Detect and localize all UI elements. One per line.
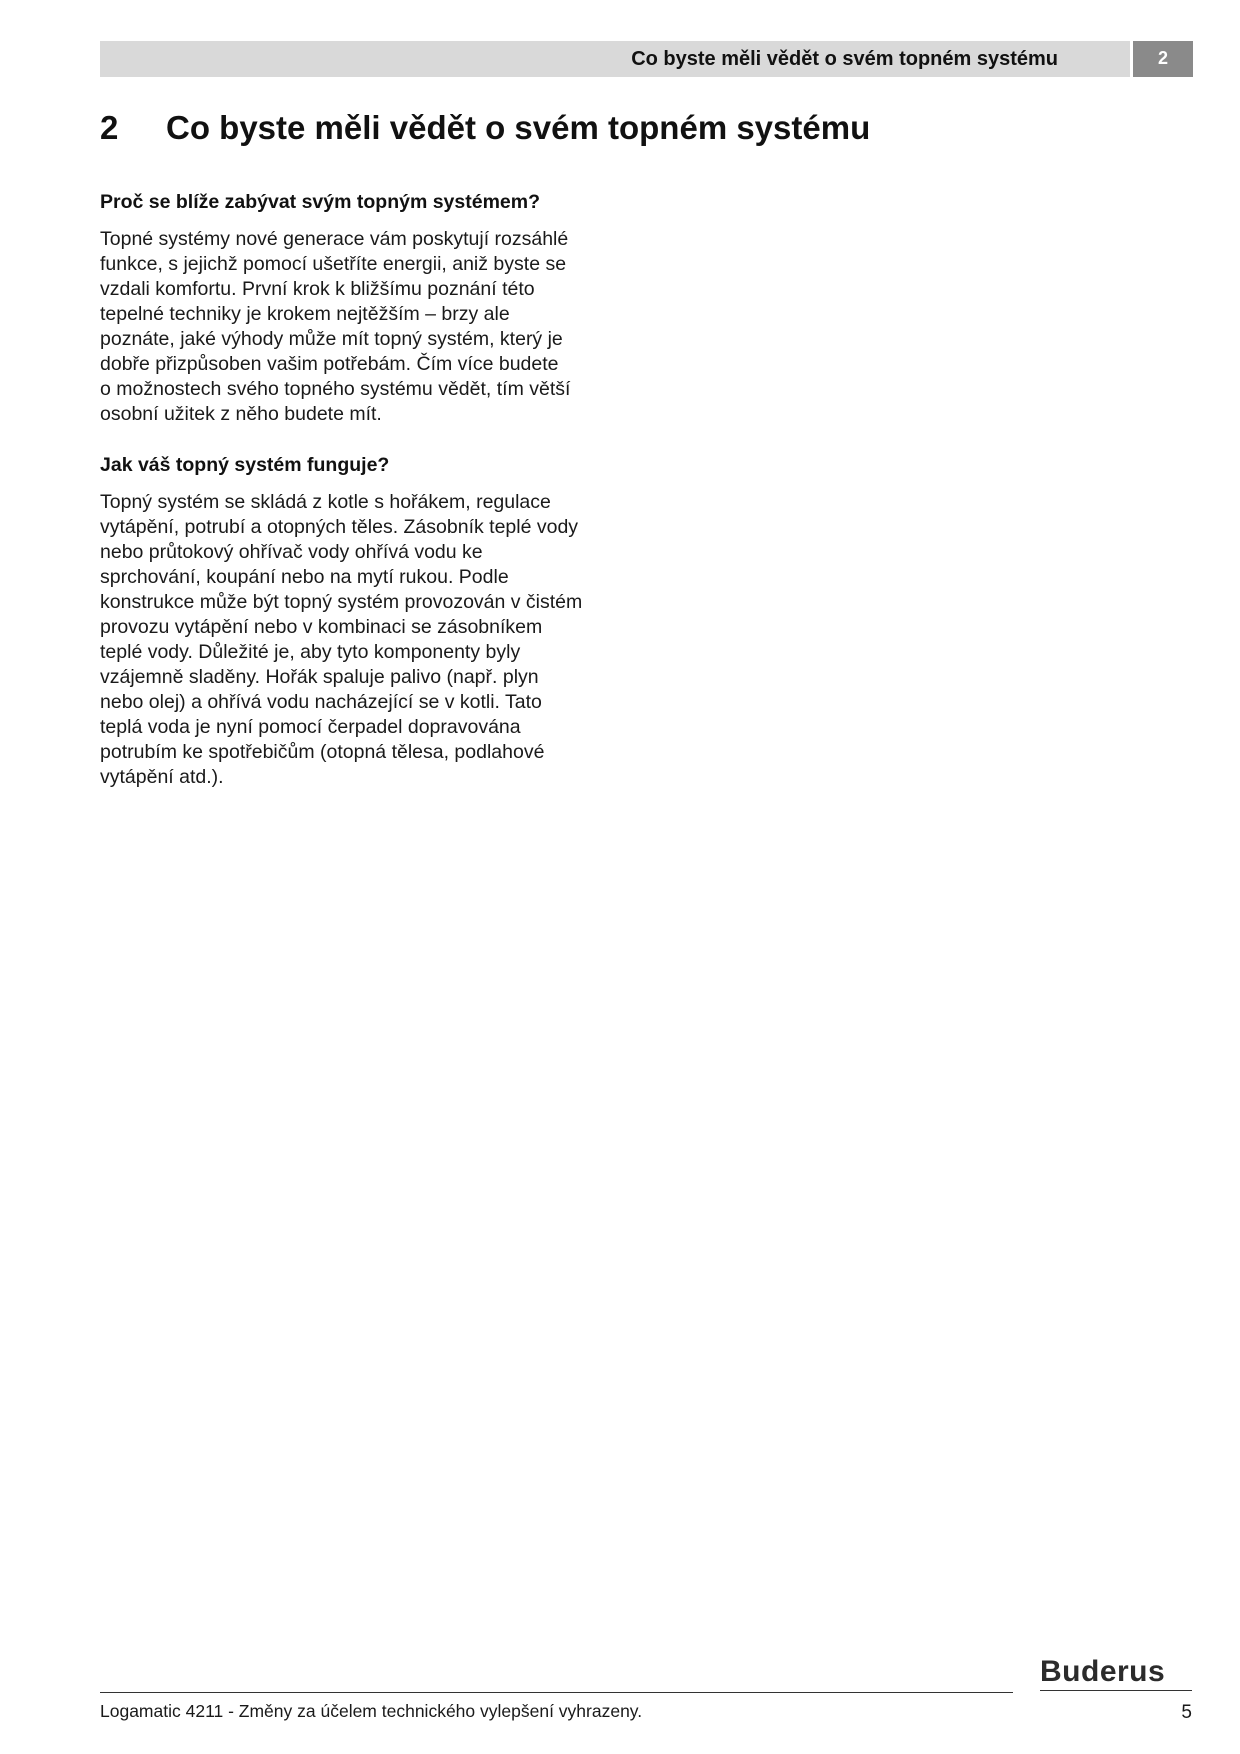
running-header — [100, 41, 1130, 77]
paragraph-line: nebo průtokový ohřívač vody ohřívá vodu ke — [100, 541, 483, 563]
footer-text: Logamatic 4211 - Změny za účelem technického vylepšení vyhrazeny. — [100, 1701, 643, 1721]
paragraph-line: osobní užitek z něho budete mít. — [100, 403, 382, 425]
chapter-title: Co byste měli vědět o svém topném systému — [166, 109, 871, 146]
paragraph-line: teplé vody. Důležité je, aby tyto komponenty byly — [100, 641, 521, 663]
chapter-number: 2 — [100, 109, 119, 146]
footer-divider — [100, 1692, 1013, 1693]
paragraph-line: Topný systém se skládá z kotle s hořákem, regulace — [100, 491, 551, 513]
paragraph-line: vzdali komfortu. První krok k bližšímu poznání této — [100, 278, 535, 300]
logo-underline — [1040, 1690, 1192, 1691]
running-header-title: Co byste měli vědět o svém topném systému — [631, 48, 1058, 70]
section-paragraph — [100, 490, 640, 790]
paragraph-line: konstrukce může být topný systém provozován v čistém — [100, 591, 583, 613]
paragraph-line: provozu vytápění nebo v kombinaci se zásobníkem — [100, 616, 543, 638]
paragraph-line: teplá voda je nyní pomocí čerpadel dopravována — [100, 716, 521, 738]
paragraph-line: Topné systémy nové generace vám poskytují rozsáhlé — [100, 228, 569, 250]
paragraph-line: dobře přizpůsoben vašim potřebám. Čím více budete — [100, 353, 559, 375]
paragraph-line: sprchování, koupání nebo na mytí rukou. Podle — [100, 566, 509, 588]
main-content — [100, 190, 640, 816]
paragraph-line: tepelné techniky je krokem nejtěžším – brzy ale — [100, 303, 510, 325]
paragraph-line: funkce, s jejichž pomocí ušetříte energii, aniž byste se — [100, 253, 567, 275]
paragraph-line: vzájemně sladěny. Hořák spaluje palivo (např. plyn — [100, 666, 539, 688]
section-heading: Jak váš topný systém funguje? — [100, 454, 390, 476]
chapter-badge: 2 — [1133, 41, 1193, 77]
section-how — [100, 453, 640, 790]
paragraph-line: potrubím ke spotřebičům (otopná tělesa, podlahové — [100, 741, 545, 763]
chapter-heading — [100, 106, 870, 150]
paragraph-line: vytápění atd.). — [100, 766, 224, 788]
paragraph-line: nebo olej) a ohřívá vodu nacházející se v kotli. Tato — [100, 691, 542, 713]
section-paragraph — [100, 227, 640, 427]
section-why — [100, 190, 640, 427]
paragraph-line: poznáte, jaké výhody může mít topný systém, který je — [100, 328, 563, 350]
section-heading: Proč se blíže zabývat svým topným systémem? — [100, 191, 541, 213]
page-number: 5 — [1181, 1702, 1192, 1723]
paragraph-line: vytápění, potrubí a otopných těles. Zásobník teplé vody — [100, 516, 579, 538]
buderus-logo: Buderus — [1040, 1655, 1166, 1688]
paragraph-line: o možnostech svého topného systému vědět, tím větší — [100, 378, 571, 400]
